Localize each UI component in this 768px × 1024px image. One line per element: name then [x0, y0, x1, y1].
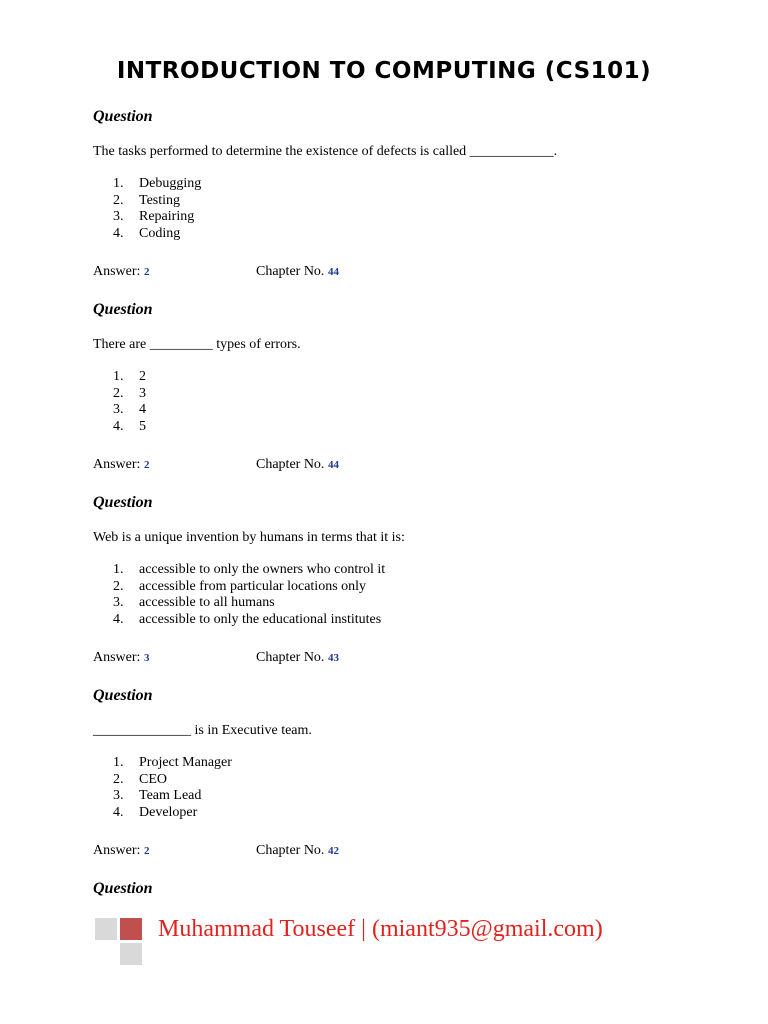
- option-label: Project Manager: [139, 755, 232, 770]
- option-label: Debugging: [139, 176, 202, 191]
- option-label: accessible to all humans: [139, 595, 275, 611]
- chapter-line: [256, 649, 339, 667]
- chapter-line: [256, 263, 339, 281]
- option-item: [93, 226, 693, 243]
- chapter-label: Chapter No.: [256, 263, 325, 279]
- option-label: accessible to only the educational institutes: [139, 612, 382, 628]
- option-number: 3.: [113, 788, 124, 804]
- option-number: 3.: [113, 402, 124, 418]
- option-number: 4.: [113, 805, 124, 821]
- option-label: accessible from particular locations only: [139, 578, 367, 594]
- option-label: Team Lead: [139, 788, 202, 804]
- option-item: [93, 805, 693, 822]
- option-item: [93, 386, 693, 403]
- option-item: [93, 788, 693, 805]
- option-list: [93, 176, 693, 243]
- answer-value: 2: [143, 265, 150, 278]
- option-number: 3.: [113, 209, 124, 225]
- chapter-line: [256, 842, 339, 860]
- question-block: [93, 686, 693, 860]
- answer-line: [93, 842, 693, 860]
- option-label: CEO: [139, 771, 167, 787]
- option-item: [93, 402, 693, 419]
- option-number: 2.: [113, 771, 124, 787]
- chapter-value: 44: [327, 265, 339, 278]
- option-item: [93, 755, 693, 772]
- chapter-label: Chapter No.: [256, 842, 325, 858]
- question-text: Web is a unique invention by humans in terms that it is:: [93, 530, 405, 545]
- question-heading: Question: [93, 687, 153, 704]
- answer-line: [93, 456, 693, 474]
- option-label: accessible to only the owners who control it: [139, 562, 386, 577]
- chapter-line: [256, 456, 339, 474]
- answer-value: 2: [143, 844, 150, 857]
- question-block: [93, 300, 693, 474]
- option-label: 5: [139, 419, 146, 435]
- option-number: 4.: [113, 612, 124, 628]
- option-number: 2.: [113, 578, 124, 594]
- option-number: 1.: [113, 562, 124, 577]
- option-number: 1.: [113, 369, 124, 384]
- chapter-value: 44: [327, 458, 339, 471]
- option-label: Testing: [139, 192, 181, 208]
- option-number: 4.: [113, 419, 124, 435]
- option-item: [93, 176, 693, 193]
- option-number: 1.: [113, 176, 124, 191]
- answer-label: Answer:: [93, 842, 141, 858]
- answer-value: 3: [143, 651, 150, 664]
- option-number: 2.: [113, 385, 124, 401]
- option-label: Repairing: [139, 209, 195, 225]
- option-label: 2: [139, 369, 146, 384]
- option-number: 1.: [113, 755, 124, 770]
- question-heading: Question: [93, 494, 153, 511]
- option-number: 4.: [113, 226, 124, 242]
- question-heading: Question: [93, 108, 153, 125]
- option-item: [93, 772, 693, 789]
- question-heading: Question: [93, 880, 153, 897]
- footer: [95, 915, 655, 965]
- option-list: [93, 755, 693, 822]
- option-label: 4: [139, 402, 146, 418]
- question-text: The tasks performed to determine the existence of defects is called ____________.: [93, 144, 558, 159]
- option-label: Coding: [139, 226, 181, 242]
- answer-line: [93, 263, 693, 281]
- option-item: [93, 369, 693, 386]
- option-label: 3: [139, 385, 146, 401]
- logo-square-grey: [95, 918, 117, 940]
- option-number: 2.: [113, 192, 124, 208]
- chapter-value: 43: [327, 651, 339, 664]
- option-list: [93, 369, 693, 436]
- answer-label: Answer:: [93, 649, 141, 665]
- option-item: [93, 595, 693, 612]
- footer-author: Muhammad Touseef | (miant935@gmail.com): [158, 916, 603, 942]
- logo-square-grey: [120, 943, 142, 965]
- answer-label: Answer:: [93, 456, 141, 472]
- option-item: [93, 209, 693, 226]
- question-block: [93, 493, 693, 667]
- chapter-value: 42: [327, 844, 339, 857]
- option-item: [93, 612, 693, 629]
- chapter-label: Chapter No.: [256, 649, 325, 665]
- option-item: [93, 419, 693, 436]
- question-block: [93, 107, 693, 281]
- answer-line: [93, 649, 693, 667]
- option-number: 3.: [113, 595, 124, 611]
- option-item: [93, 579, 693, 596]
- option-item: [93, 193, 693, 210]
- chapter-label: Chapter No.: [256, 456, 325, 472]
- question-text: ______________ is in Executive team.: [93, 723, 312, 738]
- option-list: [93, 562, 693, 629]
- page-title: INTRODUCTION TO COMPUTING (CS101): [116, 58, 652, 84]
- question-heading: Question: [93, 301, 153, 318]
- option-label: Developer: [139, 805, 198, 821]
- option-item: [93, 562, 693, 579]
- answer-value: 2: [143, 458, 150, 471]
- question-text: There are _________ types of errors.: [93, 337, 301, 352]
- logo-square-red: [120, 918, 142, 940]
- answer-label: Answer:: [93, 263, 141, 279]
